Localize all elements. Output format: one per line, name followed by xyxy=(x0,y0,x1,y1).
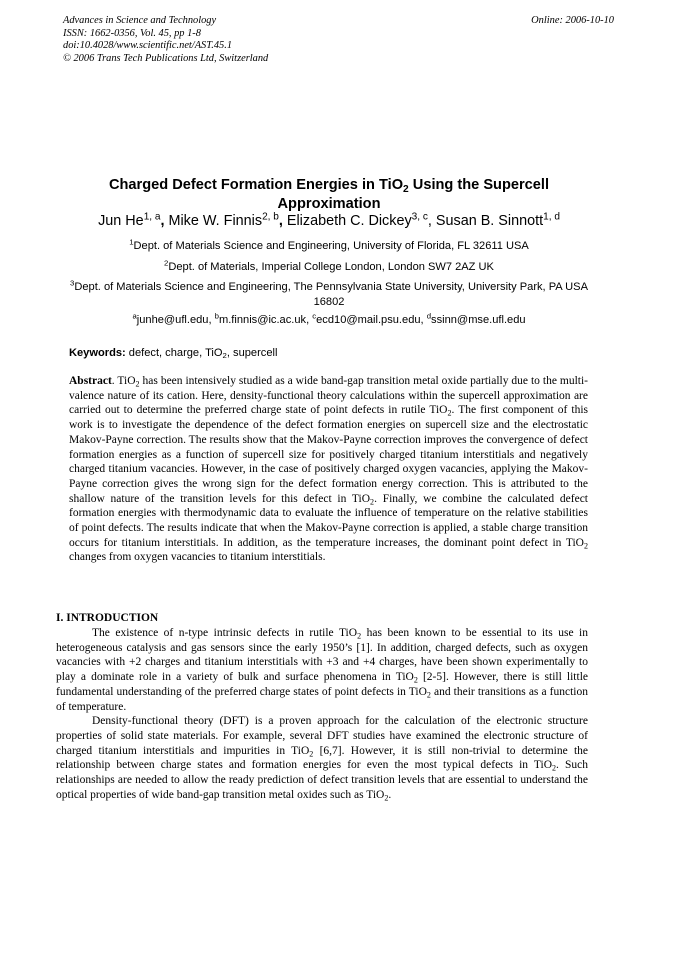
author-name: Susan B. Sinnott xyxy=(435,213,544,229)
affiliation: $^3$Dept. of Materials Science and Engineering, The Pennsylvania State University, University Park, PA USA 16802 xyxy=(70,278,588,308)
author-name: Elizabeth C. Dickey xyxy=(286,213,412,229)
email-link[interactable]: ecd10@mail.psu.edu xyxy=(316,314,421,326)
email-link[interactable]: m.finnis@ic.ac.uk xyxy=(218,314,307,326)
journal-header xyxy=(63,15,393,65)
keywords-label: Keywords: xyxy=(69,347,126,359)
paragraph: The existence of n-type intrinsic defects in rutile TiO$_2$ has been known to be essential to its use in heterogeneous catalysis and gas sensors since the early 1950’s [1]. In addition, charged defects, such as oxygen vacancies with +2 charges and titanium interstitials with +3 and +4 charges, have been shown experimentally to play a dominate role in a variety of bulk and surface phenomena in TiO$_2$ [2-5]. However, there is still little fundamental understanding of the preferred charge states of point defects in TiO$_2$ and their transitions as a function of temperature. xyxy=(56,627,588,713)
author-sup: 3, c xyxy=(411,211,428,223)
affiliation: $^1$Dept. of Materials Science and Engineering, University of Florida, FL 32611 USA xyxy=(129,237,529,252)
author-name: Jun He xyxy=(98,213,144,229)
author-emails: $^a$junhe@ufl.edu, $^b$m.finnis@ic.ac.uk, $^c$ecd10@mail.psu.edu, $^d$ssinn@mse.ufl.edu xyxy=(132,311,526,326)
affiliation: $^2$Dept. of Materials, Imperial College London, London SW7 2AZ UK xyxy=(164,258,494,273)
introduction-text xyxy=(56,626,588,802)
author-sup: 2, b xyxy=(262,211,279,223)
section-heading: I. INTRODUCTION xyxy=(56,612,159,624)
journal-name: Advances in Science and Technology xyxy=(63,15,217,26)
email-link[interactable]: junhe@ufl.edu xyxy=(136,314,209,326)
author-sup: 1, d xyxy=(543,211,560,223)
abstract: Abstract. TiO$_2$ has been intensively studied as a wide band-gap transition metal oxide partially due to the multi-valence nature of its cation. Here, density-functional theory calculations within the supercell approximation are carried out to determine the preferred charge state of point defects in rutile TiO$_2$. The first component of this work is to investigate the dependence of the defect formation energies on supercell size and the electrostatic Makov-Payne correction. The results show that the Makov-Payne correction improves the convergence of defect formation energies as a function of supercell size for positively charged titanium interstitials and negatively charged titanium vacancies. However, in the case of positively charged oxygen vacancies, applying the Makov-Payne correction gives the wrong sign for the defect formation energy correction. This is attributed to the shallow nature of the transition levels for this defect in TiO$_2$. Finally, we combine the calculated defect formation energies with thermodynamic data to evaluate the influence of temperature on the relative stabilities of point defects. The results indicate that when the Makov-Payne correction is applied, a stable charge transition occurs for titanium interstitials. In addition, as the temperature increases, the dominant point defect in TiO$_2$ changes from oxygen vacancies to titanium interstitials. xyxy=(69,375,588,564)
online-date: Online: 2006-10-10 xyxy=(531,15,614,26)
author-list: Jun He$^{1, a}$, Mike W. Finnis$^{2, b}$, Elizabeth C. Dickey$^{3, c}$, Susan B. Sinnott$^{1, d}$ xyxy=(98,211,560,229)
abstract-label: Abstract xyxy=(69,375,112,387)
author-sup: 1, a xyxy=(143,211,161,223)
author-name: Mike W. Finnis xyxy=(168,213,263,229)
email-link[interactable]: ssinn@mse.ufl.edu xyxy=(431,314,526,326)
paper-title: Charged Defect Formation Energies in TiO$_2$ Using the Supercell Approximation xyxy=(108,177,550,212)
issn: ISSN: 1662-0356, Vol. 45, pp 1-8 xyxy=(63,27,201,39)
doi: doi:10.4028/www.scientific.net/AST.45.1 xyxy=(63,40,233,51)
copyright: © 2006 Trans Tech Publications Ltd, Switzerland xyxy=(63,52,269,64)
paragraph: Density-functional theory (DFT) is a proven approach for the calculation of the electronic structure properties of solid state materials. For example, several DFT studies have examined the electronic structure of charged titanium interstitials and impurities in TiO$_2$ [6,7]. However, it is still non-trivial to determine the relationship between charge states and formation energies for even the most typical defects in TiO$_2$. Such relationships are needed to allow the ready prediction of defect transition levels that are essential to understand the optical properties of wide band-gap transition metal oxides such as TiO$_2$. xyxy=(56,715,589,802)
keywords: Keywords: defect, charge, TiO$_2$, supercell xyxy=(69,347,278,361)
